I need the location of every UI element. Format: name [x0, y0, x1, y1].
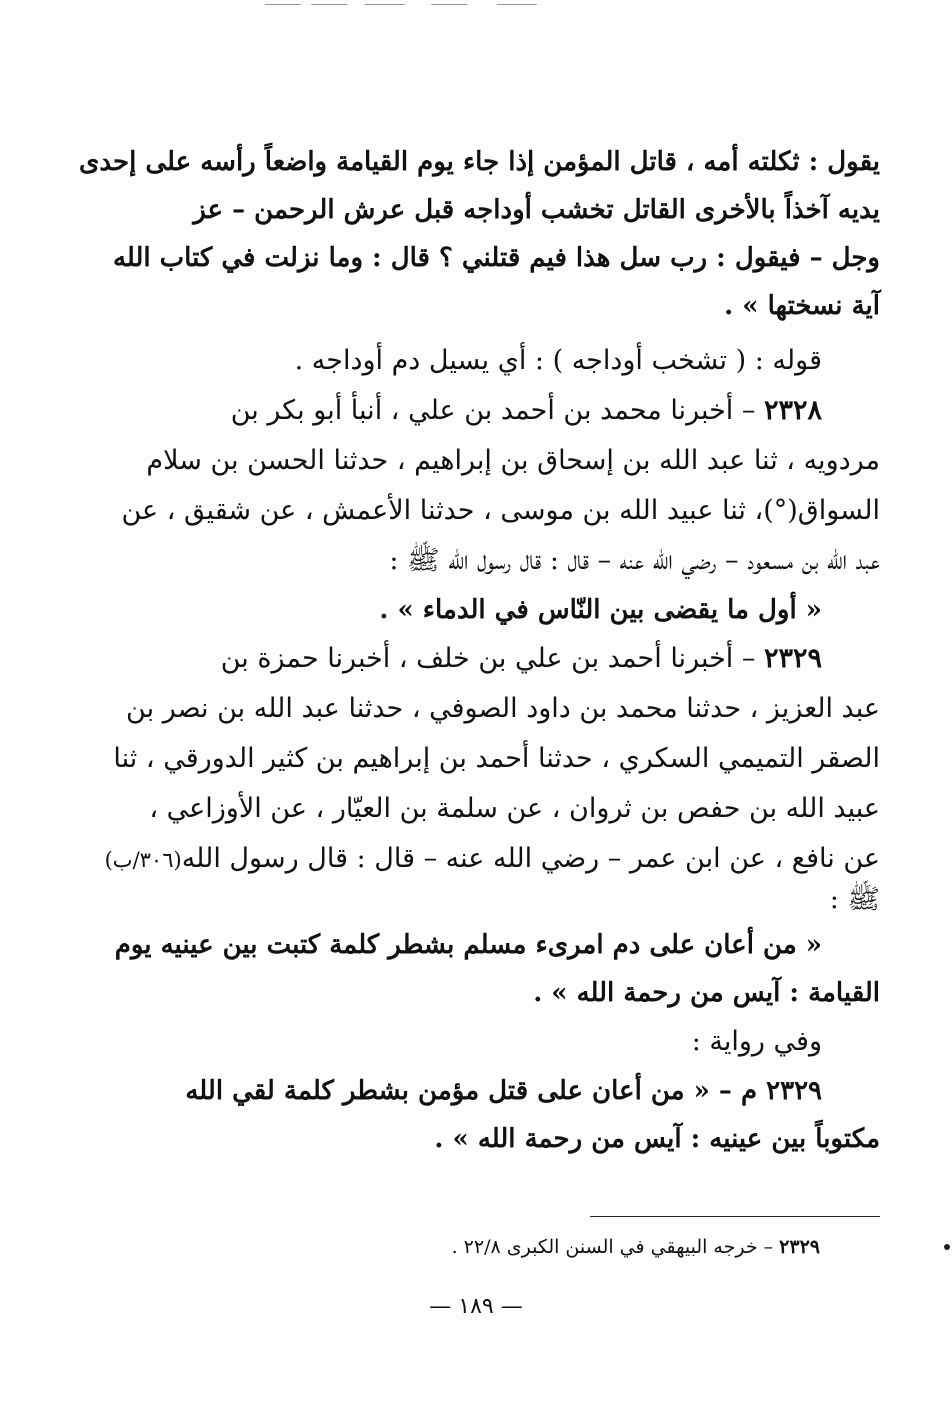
footnote-text: – خرجه البيهقي في السنن الكبرى ٢٢/٨ .: [451, 1236, 774, 1258]
hadith-number: ٢٣٢٩ م: [740, 1076, 822, 1106]
hadith-line: [180, 386, 880, 436]
text-line: الصقر التميمي السكري ، حدثنا أحمد بن إبراهيم بن كثير الدورقي ، ثنا: [113, 743, 880, 774]
text-line: عبد الله بن مسعود – رضي الله عنه – قال : قال رسول الله ﷺ :: [389, 545, 880, 576]
text-line: عبيد الله بن حفص بن ثروان ، عن سلمة بن العيّار ، عن الأوزاعي ،: [149, 793, 880, 824]
top-dash-marks: [255, 0, 555, 8]
footnote: [300, 1232, 820, 1262]
text-span: – « من أعان على قتل مؤمن بشطر كلمة لقي الله: [185, 1076, 732, 1106]
hadith-line: [180, 1067, 880, 1115]
text-line: آية نسختها » .: [724, 291, 880, 321]
text-line: « أول ما يقضى بين النّاس في الدماء » .: [379, 595, 822, 625]
margin-reference: (٣٠٦/ب): [104, 848, 182, 872]
text-line: [104, 834, 880, 885]
hadith-number: ٢٣٢٨: [763, 395, 822, 426]
text-span: عن نافع ، عن ابن عمر – رضي الله عنه – قال : قال رسول الله: [181, 843, 880, 874]
hadith-line: [180, 634, 880, 684]
footnote-number: ٢٣٢٩: [779, 1236, 820, 1258]
text-line: مكتوباً بين عينيه : آيس من رحمة الله » .: [434, 1124, 880, 1154]
text-line: ﷺ :: [829, 884, 880, 915]
text-line: عبد العزيز ، حدثنا محمد بن داود الصوفي ، حدثنا عبد الله بن نصر بن: [126, 693, 880, 724]
text-line: وجل – فيقول : رب سل هذا فيم قتلني ؟ قال : وما نزلت في كتاب الله: [112, 243, 880, 273]
text-span: – أخبرنا محمد بن أحمد بن علي ، أنبأ أبو بكر بن: [230, 395, 756, 426]
text-line: السواق(°)، ثنا عبيد الله بن موسى ، حدثنا الأعمش ، عن شقيق ، عن: [121, 495, 880, 526]
text-line: القيامة : آيس من رحمة الله » .: [533, 978, 880, 1008]
text-line: « من أعان على دم امرىء مسلم بشطر كلمة كتبت بين عينيه يوم: [114, 930, 822, 960]
text-line: يقول : ثكلته أمه ، قاتل المؤمن إذا جاء يوم القيامة واضعاً رأسه على إحدى: [79, 147, 880, 177]
text-line: قوله : ( تشخب أوداجه ) : أي يسيل دم أوداجه .: [294, 345, 822, 376]
page-number: — ١٨٩ —: [429, 1294, 523, 1319]
text-line: يديه آخذاً بالأخرى القاتل تخشب أوداجه قبل عرش الرحمن – عز: [193, 195, 880, 225]
footnote-rule: [590, 1216, 880, 1217]
text-span: – أخبرنا أحمد بن علي بن خلف ، أخبرنا حمزة بن: [220, 643, 756, 674]
hadith-number: ٢٣٢٩: [763, 643, 822, 674]
page-body: [79, 138, 880, 1163]
text-line: وفي رواية :: [691, 1026, 822, 1057]
margin-dot: [944, 1244, 950, 1250]
text-line: مردويه ، ثنا عبد الله بن إسحاق بن إبراهيم ، حدثنا الحسن بن سلام: [146, 445, 880, 476]
